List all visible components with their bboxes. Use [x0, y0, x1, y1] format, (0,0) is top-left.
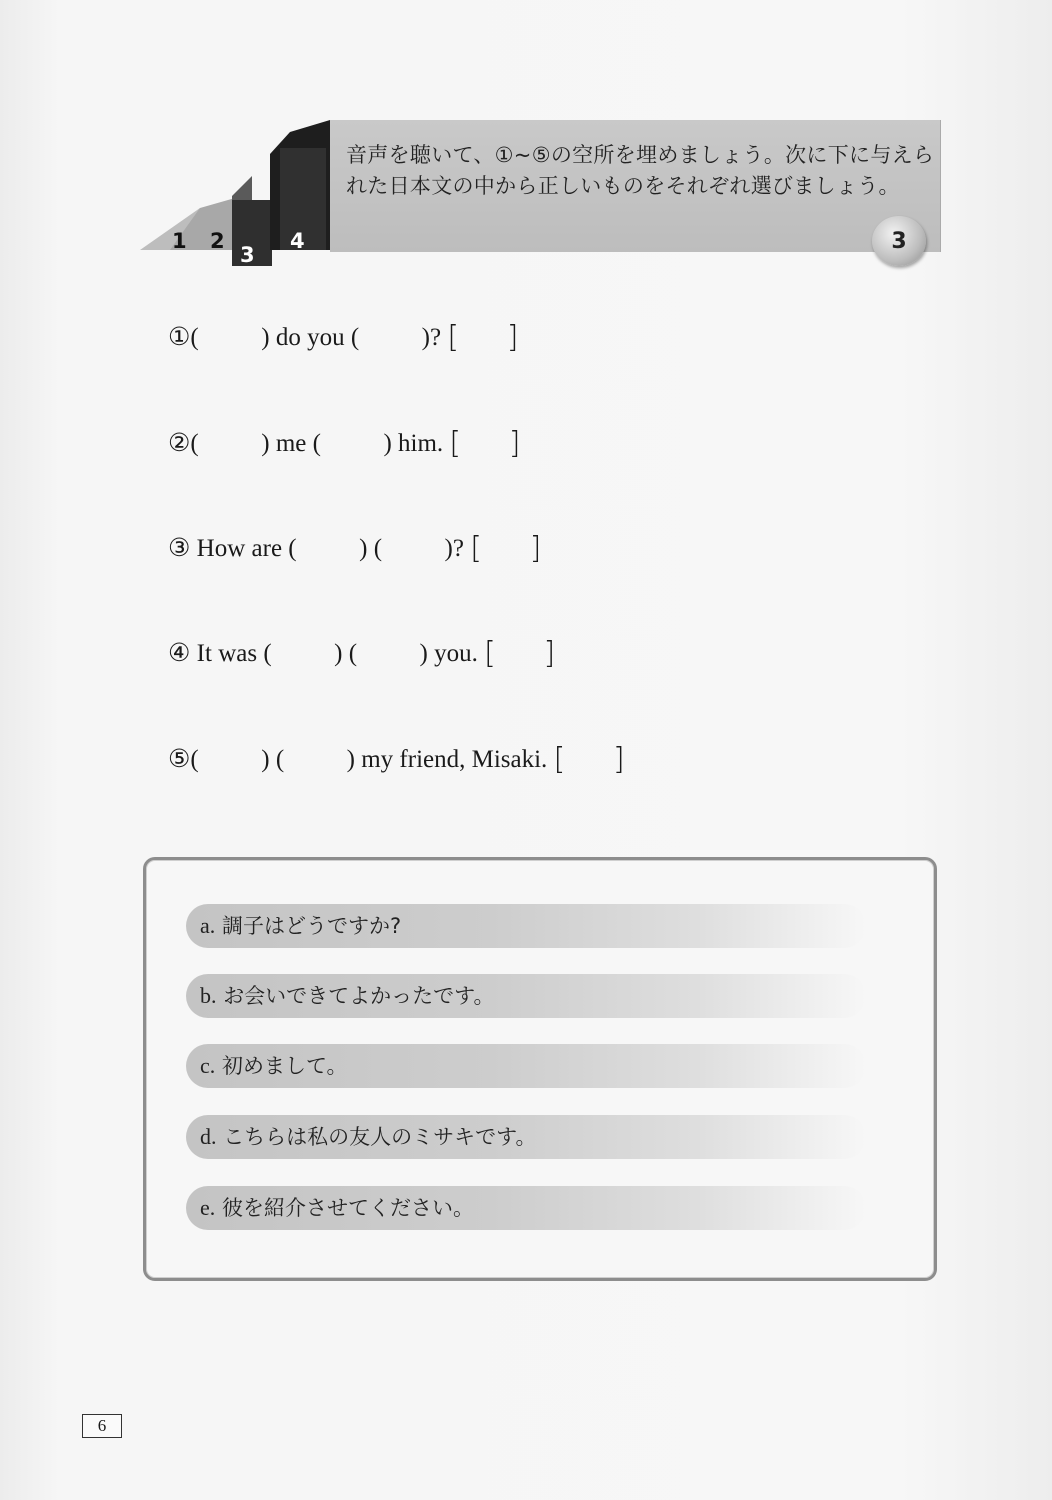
option-a[interactable] [186, 904, 866, 948]
option-text: こちらは私の友人のミサキです。 [223, 1125, 537, 1149]
step-staircase-graphic [140, 118, 340, 268]
option-text: 調子はどうですか? [221, 914, 402, 938]
question-5 [168, 742, 625, 777]
question-text: ( ) do you ( )? [190, 324, 448, 351]
step-2-label: 2 [210, 229, 225, 253]
option-b[interactable] [186, 974, 866, 1018]
answer-bracket[interactable]: [ ] [484, 636, 556, 671]
question-marker: ① [168, 324, 191, 351]
option-text: お会いできてよかったです。 [223, 984, 495, 1008]
question-marker: ② [168, 430, 191, 457]
page-number: 6 [82, 1414, 122, 1438]
answer-bracket[interactable]: [ ] [449, 426, 521, 461]
step-3-label: 3 [240, 243, 255, 267]
option-text: 彼を紹介させてください。 [221, 1196, 474, 1220]
question-text: ( ) ( ) my friend, Misaki. [190, 746, 554, 773]
option-e[interactable] [186, 1186, 866, 1230]
option-letter: e. [200, 1195, 216, 1220]
question-marker: ⑤ [168, 746, 191, 773]
section-badge: 3 [872, 216, 926, 266]
question-1 [168, 320, 518, 355]
option-letter: c. [200, 1053, 216, 1078]
step-4-label: 4 [290, 229, 305, 253]
answer-bracket[interactable]: [ ] [470, 531, 542, 566]
option-c[interactable] [186, 1044, 866, 1088]
question-text: How are ( ) ( )? [190, 535, 471, 562]
question-marker: ④ [168, 640, 191, 667]
question-text: ( ) me ( ) him. [190, 430, 450, 457]
instruction-text: 音声を聴いて、①~⑤の空所を埋めましょう。次に下に与えられた日本文の中から正しいものをそれぞれ選びましょう。 [346, 143, 935, 198]
question-text: It was ( ) ( ) you. [190, 640, 485, 667]
option-letter: d. [200, 1124, 217, 1149]
step-1-label: 1 [172, 229, 187, 253]
option-text: 初めまして。 [221, 1054, 348, 1078]
option-letter: b. [200, 983, 217, 1008]
question-marker: ③ [168, 535, 191, 562]
answer-bracket[interactable]: [ ] [447, 320, 519, 355]
option-letter: a. [200, 913, 216, 938]
option-d[interactable] [186, 1115, 866, 1159]
answer-bracket[interactable]: [ ] [553, 742, 625, 777]
question-4 [168, 636, 555, 671]
question-3 [168, 531, 541, 566]
question-2 [168, 426, 521, 461]
